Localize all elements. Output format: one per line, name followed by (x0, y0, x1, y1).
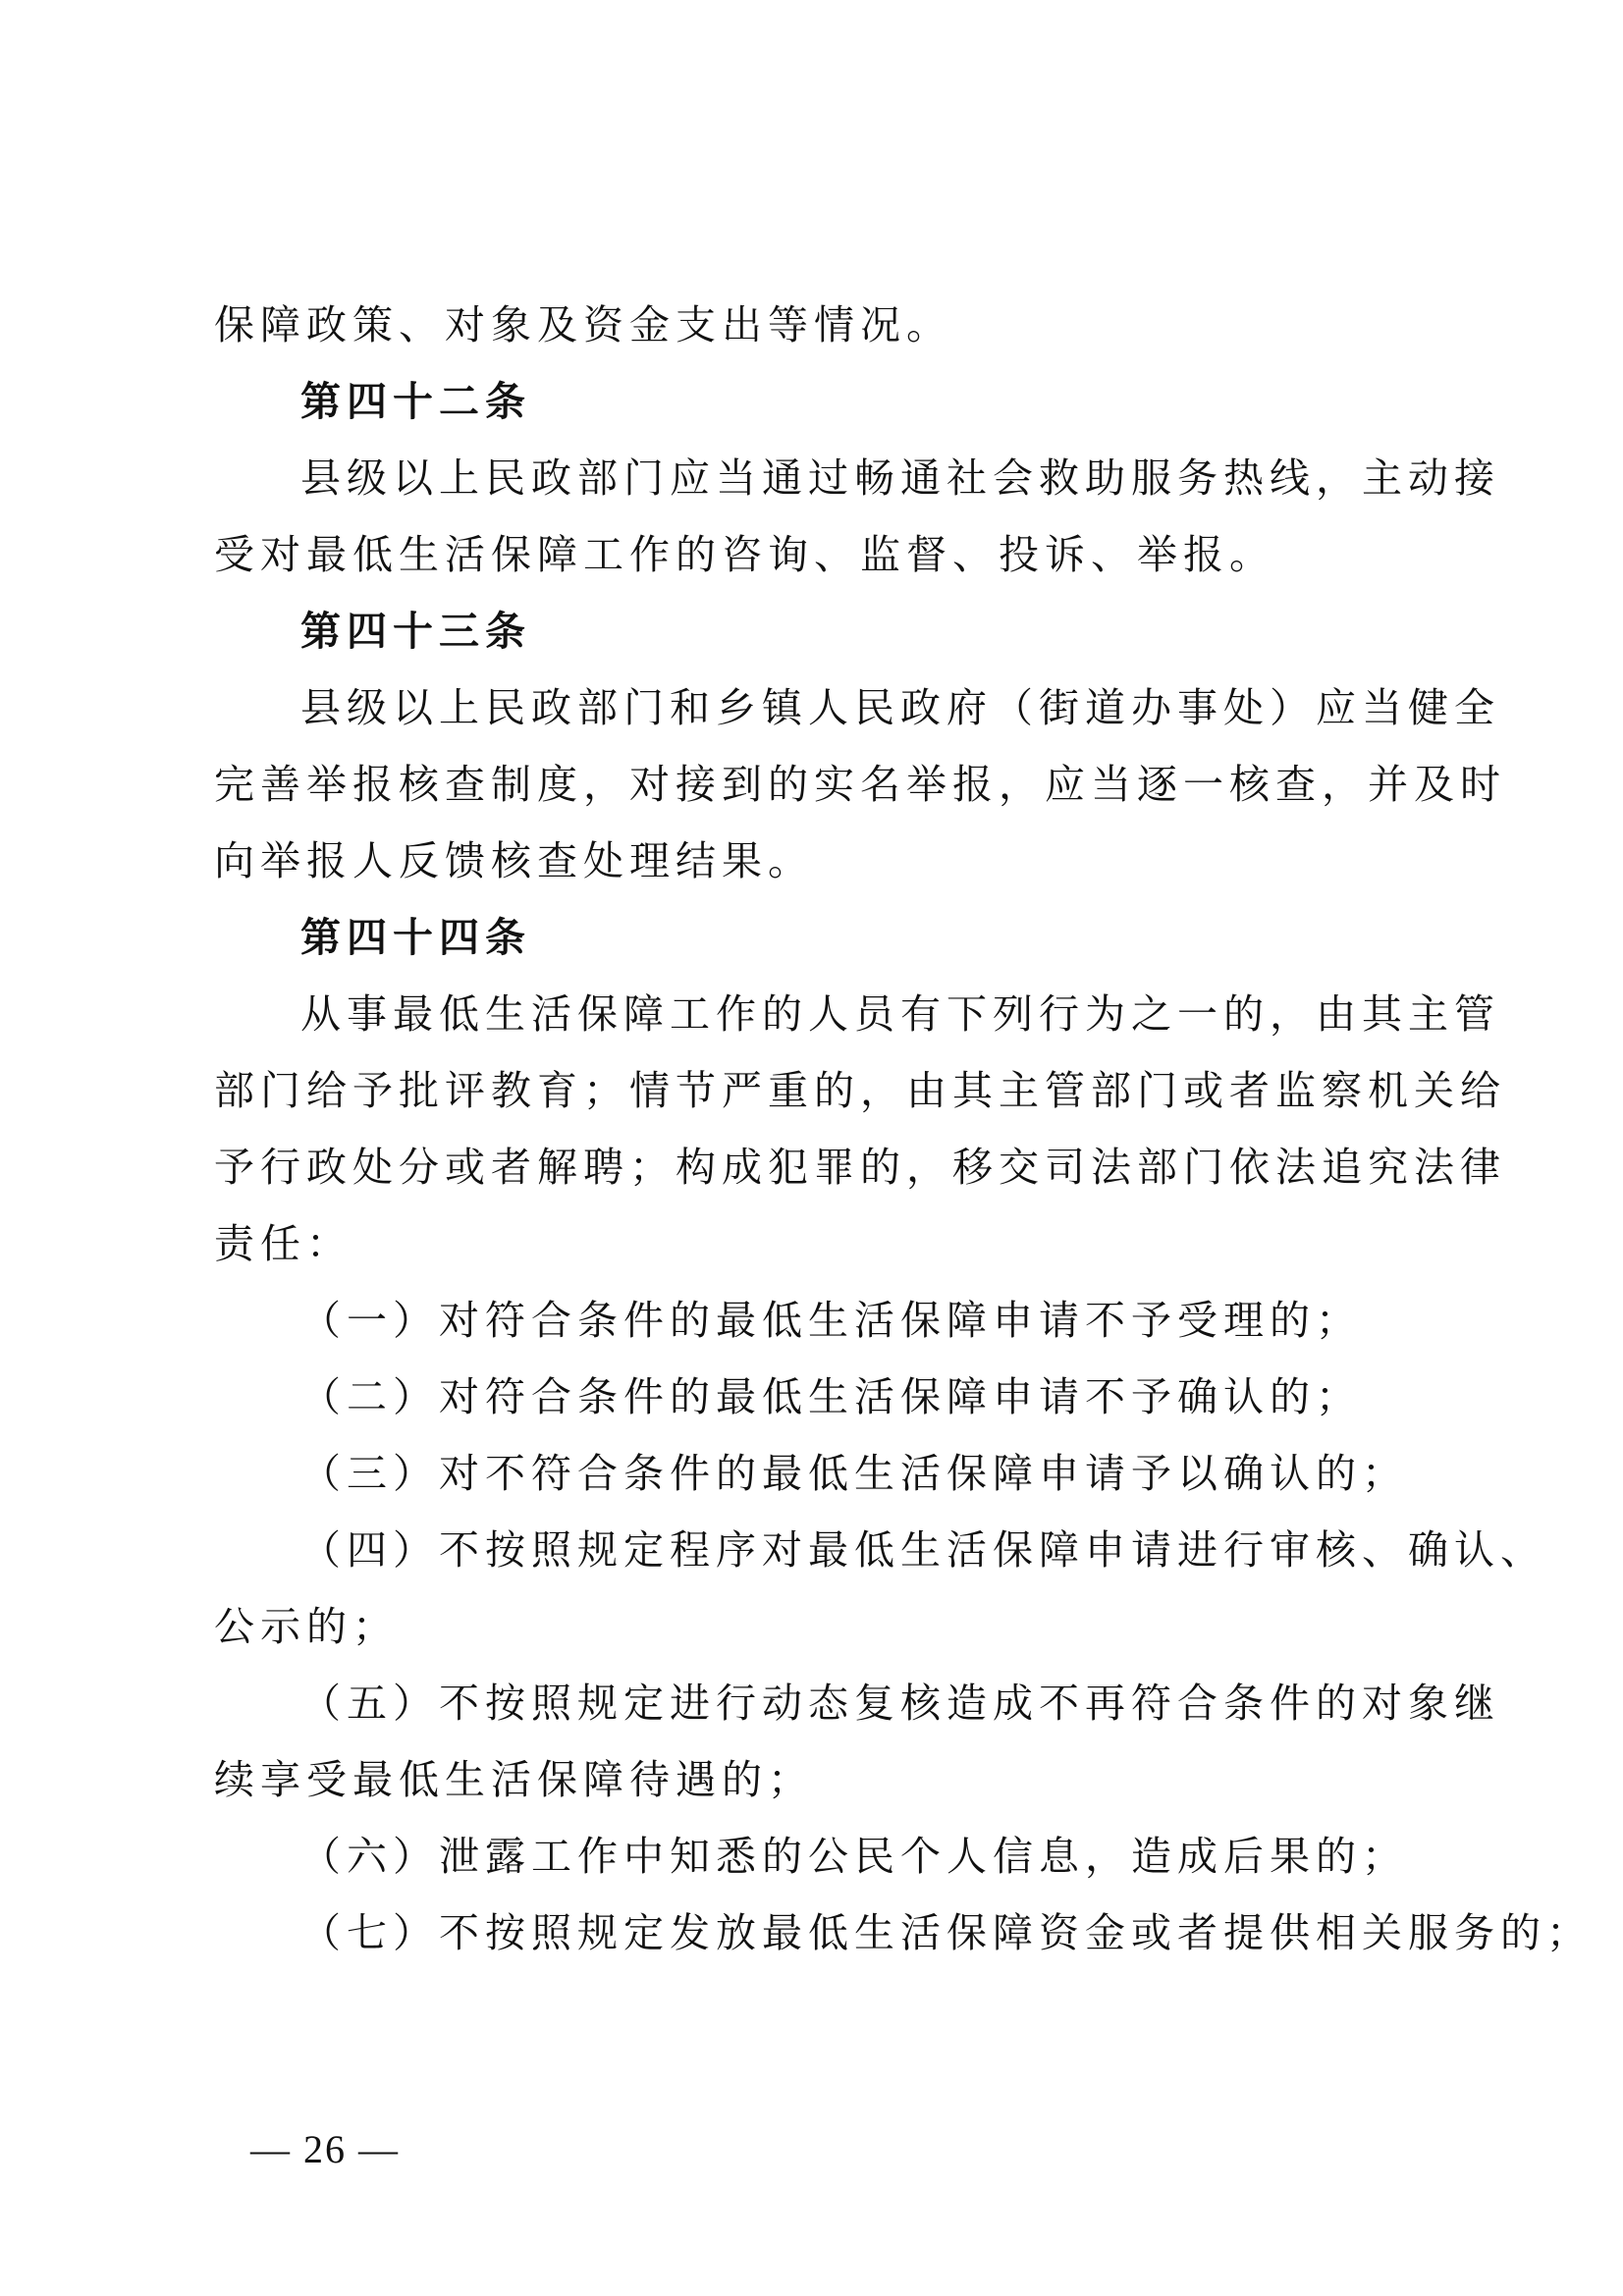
list-item: （七）不按照规定发放最低生活保障资金或者提供相关服务的； (300, 1909, 1593, 1956)
list-item: （五）不按照规定进行动态复核造成不再符合条件的对象继 (300, 1680, 1500, 1727)
list-item: （二）对符合条件的最低生活保障申请不予确认的； (300, 1373, 1362, 1420)
paragraph-line: 予行政处分或者解聘；构成犯罪的，移交司法部门依法追究法律 (214, 1144, 1506, 1191)
paragraph-line: 责任： (214, 1220, 352, 1267)
page-number: — 26 — (250, 2127, 400, 2171)
article-heading: 第四十三条 (300, 608, 531, 655)
paragraph-line: 完善举报核查制度，对接到的实名举报，应当逐一核查，并及时 (214, 761, 1506, 808)
document-body (214, 287, 1593, 1971)
list-item: （四）不按照规定程序对最低生活保障申请进行审核、确认、 (300, 1526, 1546, 1574)
list-item: （三）对不符合条件的最低生活保障申请予以确认的； (300, 1450, 1408, 1497)
paragraph-line: 续享受最低生活保障待遇的； (214, 1756, 814, 1803)
paragraph-line: 部门给予批评教育；情节严重的，由其主管部门或者监察机关给 (214, 1067, 1506, 1114)
list-item: （一）对符合条件的最低生活保障申请不予受理的； (300, 1297, 1362, 1344)
paragraph-line: 保障政策、对象及资金支出等情况。 (214, 301, 952, 348)
article-heading: 第四十二条 (300, 378, 531, 425)
list-item: （六）泄露工作中知悉的公民个人信息，造成后果的； (300, 1833, 1408, 1880)
paragraph-line: 公示的； (214, 1603, 399, 1650)
paragraph-line: 从事最低生活保障工作的人员有下列行为之一的，由其主管 (300, 990, 1500, 1038)
paragraph-line: 受对最低生活保障工作的咨询、监督、投诉、举报。 (214, 531, 1275, 578)
paragraph-line: 县级以上民政部门应当通过畅通社会救助服务热线，主动接 (300, 454, 1500, 502)
article-heading: 第四十四条 (300, 914, 531, 961)
paragraph-line: 向举报人反馈核查处理结果。 (214, 837, 814, 884)
paragraph-line: 县级以上民政部门和乡镇人民政府（街道办事处）应当健全 (300, 684, 1500, 731)
